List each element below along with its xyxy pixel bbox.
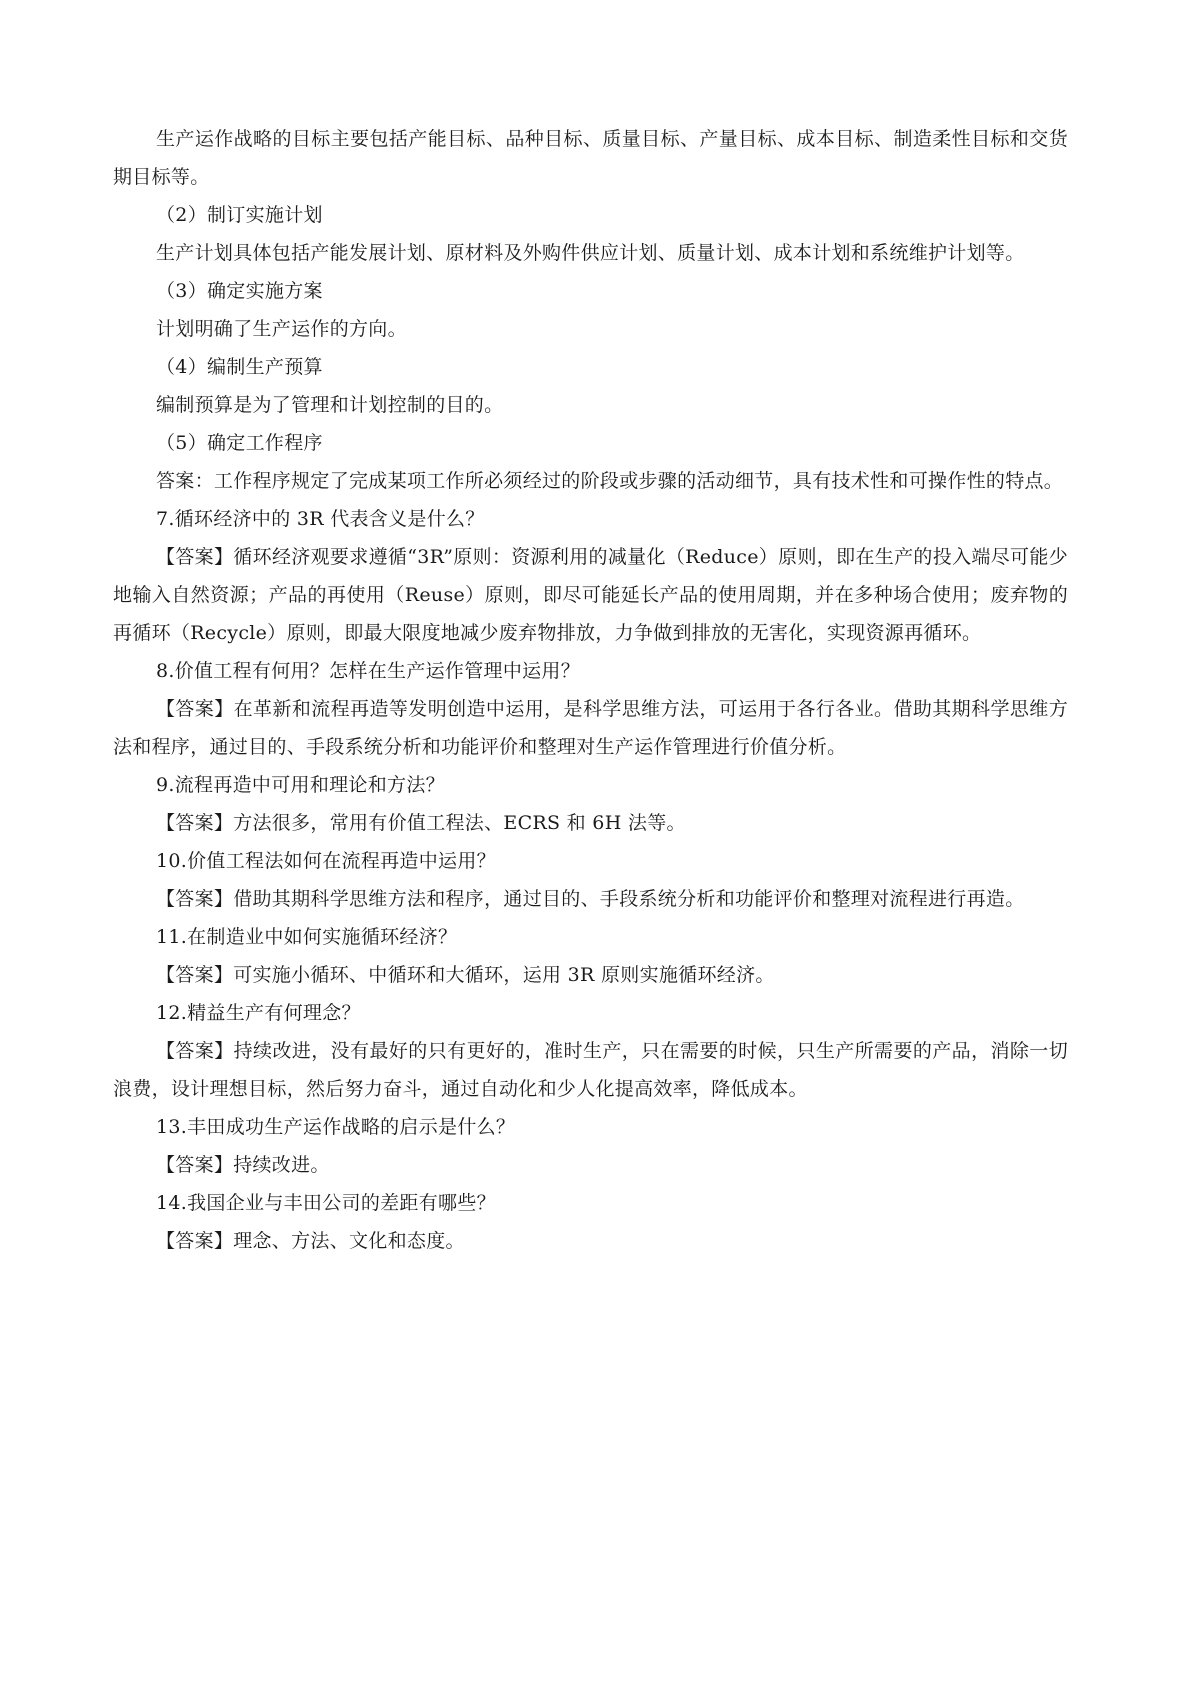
- heading-step-4: （4）编制生产预算: [156, 356, 323, 378]
- paragraph-strategy-goals: 生产运作战略的目标主要包括产能目标、品种目标、质量目标、产量目标、成本目标、制造柔性目标和交货期目标等。: [113, 128, 1068, 188]
- paragraph-plan-direction: 计划明确了生产运作的方向。: [156, 318, 407, 340]
- document-body: [113, 120, 1068, 1260]
- heading-step-2: （2）制订实施计划: [156, 204, 323, 226]
- answer-work-procedure: 答案：工作程序规定了完成某项工作所必须经过的阶段或步骤的活动细节，具有技术性和可操作性的特点。: [156, 470, 1064, 492]
- question-12: 12.精益生产有何理念？: [156, 1002, 361, 1024]
- question-14: 14.我国企业与丰田公司的差距有哪些？: [156, 1192, 496, 1214]
- question-13: 13.丰田成功生产运作战略的启示是什么？: [156, 1116, 516, 1138]
- question-10: 10.价值工程法如何在流程再造中运用？: [156, 850, 496, 872]
- question-7: 7.循环经济中的 3R 代表含义是什么？: [156, 508, 485, 530]
- answer-13: 【答案】持续改进。: [156, 1154, 330, 1176]
- heading-step-5: （5）确定工作程序: [156, 432, 323, 454]
- answer-7: 【答案】循环经济观要求遵循“3R”原则：资源利用的减量化（Reduce）原则，即在生产的投入端尽可能少地输入自然资源；产品的再使用（Reuse）原则，即尽可能延长产品的使用周期，并在多种场合使用；废弃物的再循环（Recycle）原则，即最大限度地减少废弃物排放，力争做到排放的无害化，实现资源再循环。: [113, 546, 1068, 644]
- answer-8: 【答案】在革新和流程再造等发明创造中运用，是科学思维方法，可运用于各行各业。借助其期科学思维方法和程序，通过目的、手段系统分析和功能评价和整理对生产运作管理进行价值分析。: [113, 698, 1068, 758]
- heading-step-3: （3）确定实施方案: [156, 280, 323, 302]
- answer-10: 【答案】借助其期科学思维方法和程序，通过目的、手段系统分析和功能评价和整理对流程进行再造。: [156, 888, 1025, 910]
- answer-12: 【答案】持续改进，没有最好的只有更好的，准时生产，只在需要的时候，只生产所需要的产品，消除一切浪费，设计理想目标，然后努力奋斗，通过自动化和少人化提高效率，降低成本。: [113, 1040, 1068, 1100]
- question-9: 9.流程再造中可用和理论和方法？: [156, 774, 445, 796]
- question-11: 11.在制造业中如何实施循环经济？: [156, 926, 458, 948]
- paragraph-production-plan: 生产计划具体包括产能发展计划、原材料及外购件供应计划、质量计划、成本计划和系统维护计划等。: [156, 242, 1025, 264]
- question-8: 8.价值工程有何用？怎样在生产运作管理中运用？: [156, 660, 581, 682]
- answer-11: 【答案】可实施小循环、中循环和大循环，运用 3R 原则实施循环经济。: [156, 964, 775, 986]
- answer-9: 【答案】方法很多，常用有价值工程法、ECRS 和 6H 法等。: [156, 812, 686, 834]
- answer-14: 【答案】理念、方法、文化和态度。: [156, 1230, 465, 1252]
- paragraph-budget: 编制预算是为了管理和计划控制的目的。: [156, 394, 504, 416]
